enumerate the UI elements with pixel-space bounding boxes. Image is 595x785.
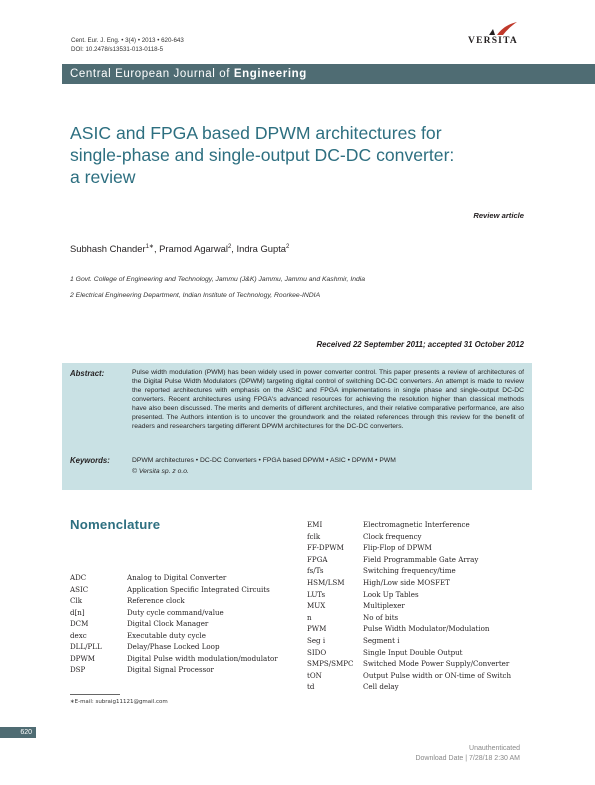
affiliation-1: 1 Govt. College of Engineering and Technology, Jammu (J&K) Jammu, Jammu and Kashmir, India (70, 276, 366, 283)
nom-desc: Look Up Tables (363, 589, 419, 599)
author-list (70, 243, 289, 254)
nom-desc: Flip-Flop of DPWM (363, 543, 432, 553)
author-name: Subhash Chander (70, 243, 146, 255)
nom-term: DLL/PLL (70, 642, 102, 651)
doi-line: DOI: 10.2478/s13531-013-0118-5 (71, 46, 164, 53)
nom-desc: Multiplexer (363, 601, 405, 611)
author-affil-mark: 1∗ (145, 244, 154, 250)
nom-term: HSM/LSM (307, 578, 345, 587)
abstract-label: Abstract: (70, 369, 105, 378)
nom-term: EMI (307, 520, 323, 529)
author-affil-mark: 2 (286, 244, 290, 250)
paper-title (70, 122, 530, 188)
nom-desc: Segment i (363, 636, 400, 645)
journal-name-bold: Engineering (233, 68, 307, 80)
abstract-text: Pulse width modulation (PWM) has been widely used in power converter control. This paper presents a review of architectures of the Digital Pulse Width Modulators (DPWM) targeting digital control of switching DC-DC converters. An attempt is made to review the reported architectures with emphasis on the ASIC and FPGA implementations in single phase and single-output DC-DC converters. Recent architectures using FPGA's advanced resources for achieving the resolution higher than classical methods have also been discussed. The merits and demerits of different architectures, and their relative comparative performance, are also presented. The Authors intention is to uncover the groundwork and the related references through this review for the benefit of readers and researchers targeting different DPWM architectures for the DC-DC converters. (132, 369, 524, 430)
nom-term: d[n] (70, 607, 85, 617)
nom-term: FPGA (307, 554, 328, 564)
nom-desc: Executable duty cycle (127, 630, 206, 640)
nom-desc: Field Programmable Gate Array (363, 554, 479, 564)
nom-term: fclk (307, 531, 321, 541)
nom-term: dexc (70, 630, 87, 640)
footnote-email: ∗E-mail: subraig11121@gmail.com (70, 699, 168, 705)
nom-term: SIDO (307, 647, 327, 657)
nom-desc: Single Input Double Output (363, 647, 463, 657)
logo-text: VERSITA (468, 36, 518, 46)
journal-band (62, 64, 595, 84)
journal-citation (71, 36, 184, 54)
affiliation-2: 2 Electrical Engineering Department, Indian Institute of Technology, Roorkee-INDIA (70, 292, 321, 299)
citation-line: Cent. Eur. J. Eng. • 3(4) • 2013 • 620-643 (71, 37, 184, 44)
nom-term: Clk (70, 596, 82, 605)
nom-term: LUTs (307, 589, 326, 599)
nom-desc: Cell delay (363, 682, 399, 692)
nom-desc: Digital Signal Processor (127, 665, 214, 674)
nom-desc: Pulse Width Modulator/Modulation (363, 624, 490, 634)
nom-term: DPWM (70, 653, 96, 663)
nom-desc: Output Pulse width or ON-time of Switch (363, 670, 512, 680)
keywords-label: Keywords: (70, 456, 110, 465)
nom-term: Seg i (307, 636, 326, 645)
journal-name-prefix: Central European Journal of (70, 68, 234, 80)
nom-term: ASIC (70, 584, 89, 594)
nom-desc: Digital Clock Manager (127, 619, 209, 628)
title-line: single-phase and single-output DC-DC converter: (70, 145, 455, 165)
nom-term: MUX (307, 601, 326, 611)
title-line: ASIC and FPGA based DPWM architectures for (70, 123, 442, 143)
author-name: , Indra Gupta (231, 243, 287, 255)
nom-desc: Clock frequency (363, 531, 422, 541)
author-name: , Pramod Agarwal (153, 243, 228, 255)
versita-logo-swoosh-icon (467, 21, 519, 37)
nom-term: fs/Ts (307, 566, 324, 576)
received-dates: Received 22 September 2011; accepted 31 October 2012 (316, 340, 524, 349)
nom-desc: High/Low side MOSFET (363, 578, 450, 587)
nom-desc: Switched Mode Power Supply/Converter (363, 659, 510, 669)
nom-term: DSP (70, 665, 86, 674)
download-watermark (380, 744, 520, 764)
title-line: a review (70, 167, 136, 187)
nom-desc: Application Specific Integrated Circuits (127, 584, 270, 594)
nom-term: ADC (70, 573, 87, 582)
versita-logo (467, 21, 519, 49)
nom-desc: Delay/Phase Locked Loop (127, 642, 220, 651)
nom-term: FF-DPWM (307, 543, 344, 553)
nom-term: td (307, 682, 315, 692)
nom-term: DCM (70, 619, 89, 628)
watermark-line: Download Date | 7/28/18 2:30 AM (415, 755, 520, 762)
nom-desc: Duty cycle command/value (127, 607, 224, 617)
nom-desc: Electromagnetic Interference (363, 520, 470, 529)
nom-desc: Digital Pulse width modulation/modulator (127, 653, 278, 663)
nom-desc: Reference clock (127, 596, 185, 605)
nom-term: tON (307, 670, 322, 680)
nom-desc: No of bits (363, 612, 399, 622)
article-type: Review article (473, 211, 524, 220)
watermark-line: Unauthenticated (469, 745, 520, 752)
nom-desc: Switching frequency/time (363, 566, 456, 576)
copyright: © Versita sp. z o.o. (132, 468, 189, 475)
nomenclature-title: Nomenclature (70, 517, 161, 532)
nom-desc: Analog to Digital Converter (127, 573, 227, 582)
nom-term: SMPS/SMPC (307, 659, 354, 669)
page-number: 620 (0, 727, 36, 738)
nom-term: PWM (307, 624, 327, 634)
nom-term: n (307, 612, 312, 622)
footnote-rule (70, 694, 120, 695)
keywords-text: DPWM architectures • DC-DC Converters • FPGA based DPWM • ASIC • DPWM • PWM (132, 457, 396, 464)
author-affil-mark: 2 (227, 244, 232, 250)
